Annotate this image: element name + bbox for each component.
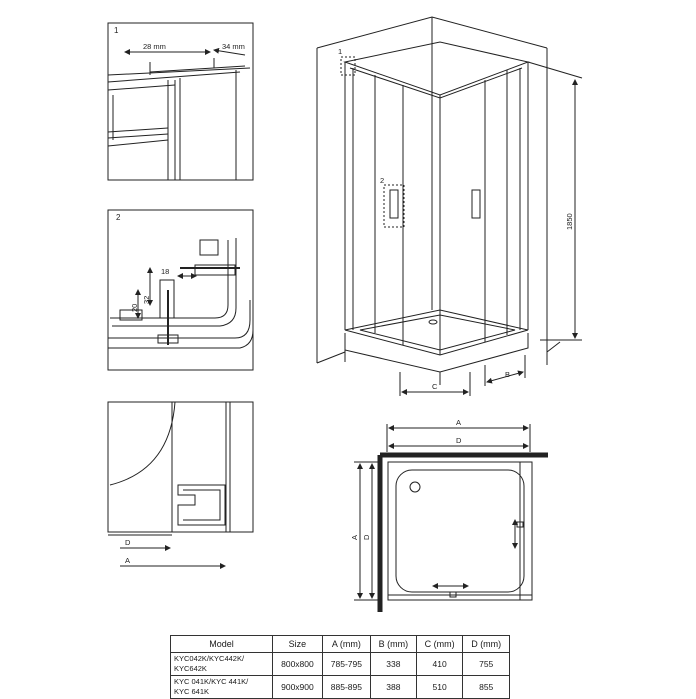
detail-2-dim-32: 32 [142,295,151,304]
main-callout-1: 1 [338,47,343,56]
model-line-1: KYC 041K/KYC 441K/ [174,677,249,686]
shower-plan-view [354,424,548,612]
cell-d: 855 [463,676,510,699]
header-b: B (mm) [370,636,416,653]
detail-3-label-a: A [125,556,131,565]
detail-3-label-d: D [125,538,131,547]
detail-2-dim-20: 20 [130,303,139,312]
cell-size: 800x800 [273,653,323,676]
plan-label-d-top: D [456,436,462,445]
plan-label-a-side: A [350,534,359,540]
shower-enclosure-3d-view [317,17,582,396]
table-row [171,676,510,699]
detail-1-width-label: 28 mm [143,42,166,51]
plan-label-a-top: A [456,418,462,427]
detail-2-number: 2 [116,213,121,222]
main-label-c: C [432,382,438,391]
main-label-b: B [505,370,511,379]
header-model: Model [171,636,273,653]
header-size: Size [273,636,323,653]
detail-2-dim-18: 18 [161,267,170,276]
model-line-2: KYC642K [174,664,207,673]
cell-size: 900x900 [273,676,323,699]
detail-2-bracket [108,210,253,370]
spec-table-header [171,636,510,653]
detail-1-number: 1 [114,26,119,35]
header-c: C (mm) [416,636,463,653]
cell-model [171,676,273,699]
cell-c: 410 [416,653,463,676]
model-line-1: KYC042K/KYC442K/ [174,654,245,663]
header-d: D (mm) [463,636,510,653]
model-line-2: KYC 641K [174,687,210,696]
cell-a: 885-895 [322,676,370,699]
cell-model [171,653,273,676]
header-a: A (mm) [322,636,370,653]
plan-label-d-side: D [362,534,371,540]
cell-b: 338 [370,653,416,676]
cell-a: 785-795 [322,653,370,676]
spec-table [170,635,510,699]
main-height-label: 1850 [565,213,574,230]
table-row [171,653,510,676]
cell-d: 755 [463,653,510,676]
cell-c: 510 [416,676,463,699]
main-callout-2: 2 [380,176,385,185]
detail-1-depth-label: 34 mm [222,42,245,51]
cell-b: 388 [370,676,416,699]
